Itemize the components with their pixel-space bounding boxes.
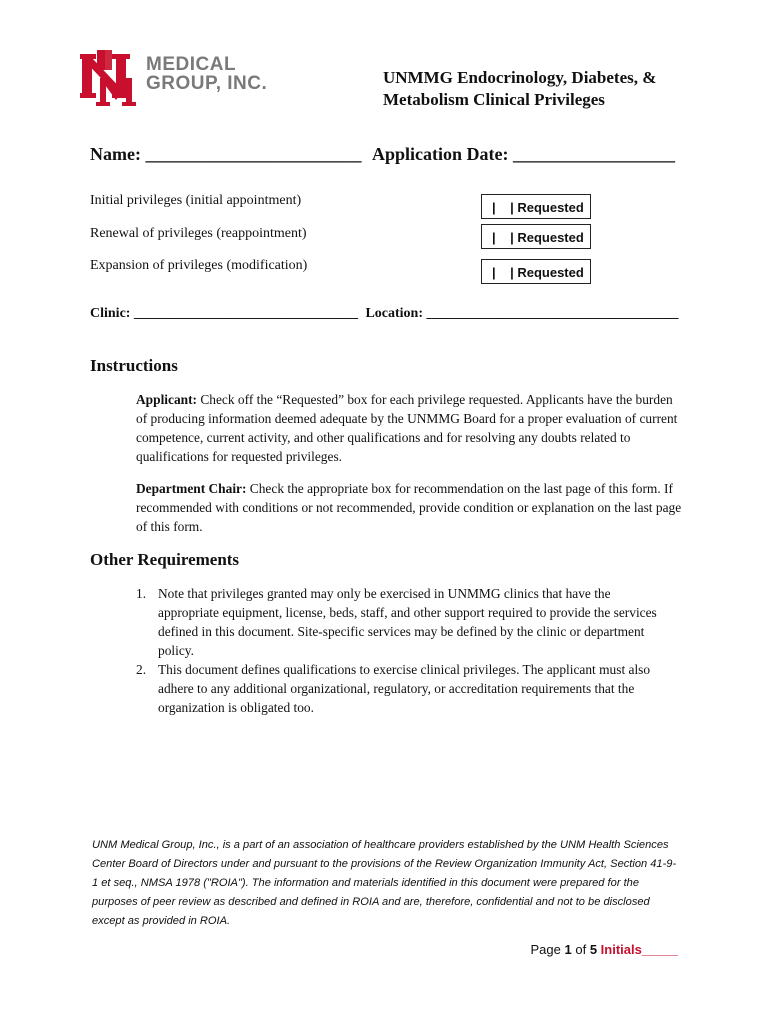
chair-instructions — [136, 479, 686, 536]
applicant-text: Check off the “Requested” box for each privilege requested. Applicants have the burden of producing information deemed adequate by the UNMMG Board for a proper evaluation of current competence, current activity, and other qualifications and for resolving any doubts related to qualifications for requested privileges. — [136, 392, 678, 464]
of-word: of — [571, 942, 590, 957]
requested-checkbox-expansion[interactable]: | | Requested — [481, 259, 591, 284]
page-title — [383, 67, 656, 111]
location-field[interactable]: Location: ____________________________________ — [365, 306, 679, 321]
instructions-heading — [90, 356, 178, 376]
requested-checkbox-renewal[interactable]: | | Requested — [481, 224, 591, 249]
page-number: 1 — [564, 942, 572, 957]
initials-field[interactable]: Initials_____ — [597, 942, 678, 957]
other-requirements-heading-text: Other Requirements — [90, 550, 240, 569]
clinic-field[interactable]: Clinic: ________________________________ — [90, 306, 358, 321]
chair-label: Department Chair: — [136, 481, 247, 496]
page-word: Page — [530, 942, 565, 957]
requested-checkbox-initial[interactable]: | | Requested — [481, 194, 591, 219]
page-footer — [531, 942, 678, 957]
applicant-instructions — [136, 390, 686, 466]
list-item-text: This document defines qualifications to exercise clinical privileges. The applicant must also adhere to any additional organizational, regulatory, or accreditation requirements that the organization is obligated too. — [158, 662, 651, 715]
name-field[interactable]: Name: ________________________ — [90, 144, 362, 164]
list-item-number: 2. — [136, 662, 147, 677]
privilege-label-expansion: Expansion of privileges (modification) — [90, 258, 308, 273]
requirements-list — [136, 584, 664, 717]
list-item — [136, 584, 664, 660]
title-line-2: Metabolism Clinical Privileges — [383, 90, 605, 109]
logo-line-1: MEDICAL — [146, 54, 237, 75]
other-requirements-heading — [90, 550, 239, 570]
privilege-label-renewal: Renewal of privileges (reappointment) — [90, 226, 307, 241]
logo-text — [146, 55, 267, 93]
name-date-row — [90, 144, 675, 165]
privilege-label-initial: Initial privileges (initial appointment) — [90, 193, 302, 208]
clinic-location-row — [90, 306, 679, 322]
list-item-number: 1. — [136, 586, 147, 601]
list-item — [136, 660, 664, 717]
title-line-1: UNMMG Endocrinology, Diabetes, & — [383, 68, 657, 87]
instructions-heading-text: Instructions — [90, 356, 178, 375]
list-item-text: Note that privileges granted may only be exercised in UNMMG clinics that have the appropriate equipment, license, beds, staff, and other support required to provide the services defined in this document. Site-specific services may be defined by the clinic or department policy. — [158, 586, 657, 658]
page-total: 5 — [589, 942, 598, 957]
chair-text: Check the appropriate box for recommendation on the last page of this form. If recommended with conditions or not recommended, provide condition or explanation on the last page of this form. — [136, 481, 682, 534]
logo-line-2: GROUP, INC. — [146, 73, 268, 94]
applicant-label: Applicant: — [136, 392, 198, 407]
application-date-field[interactable]: Application Date: __________________ — [371, 144, 675, 164]
confidentiality-note: UNM Medical Group, Inc., is a part of an association of healthcare providers established by the UNM Health Sciences Center Board of Directors under and pursuant to the provisions of the Review Organization Immunity Act, Section 41-9-1 et seq., NMSA 1978 ("ROIA"). The information and materials identified in this document were prepared for the purposes of peer review as described and defined in ROIA and are, therefore, confidential and not to be disclosed except as provided in ROIA. — [92, 839, 677, 927]
